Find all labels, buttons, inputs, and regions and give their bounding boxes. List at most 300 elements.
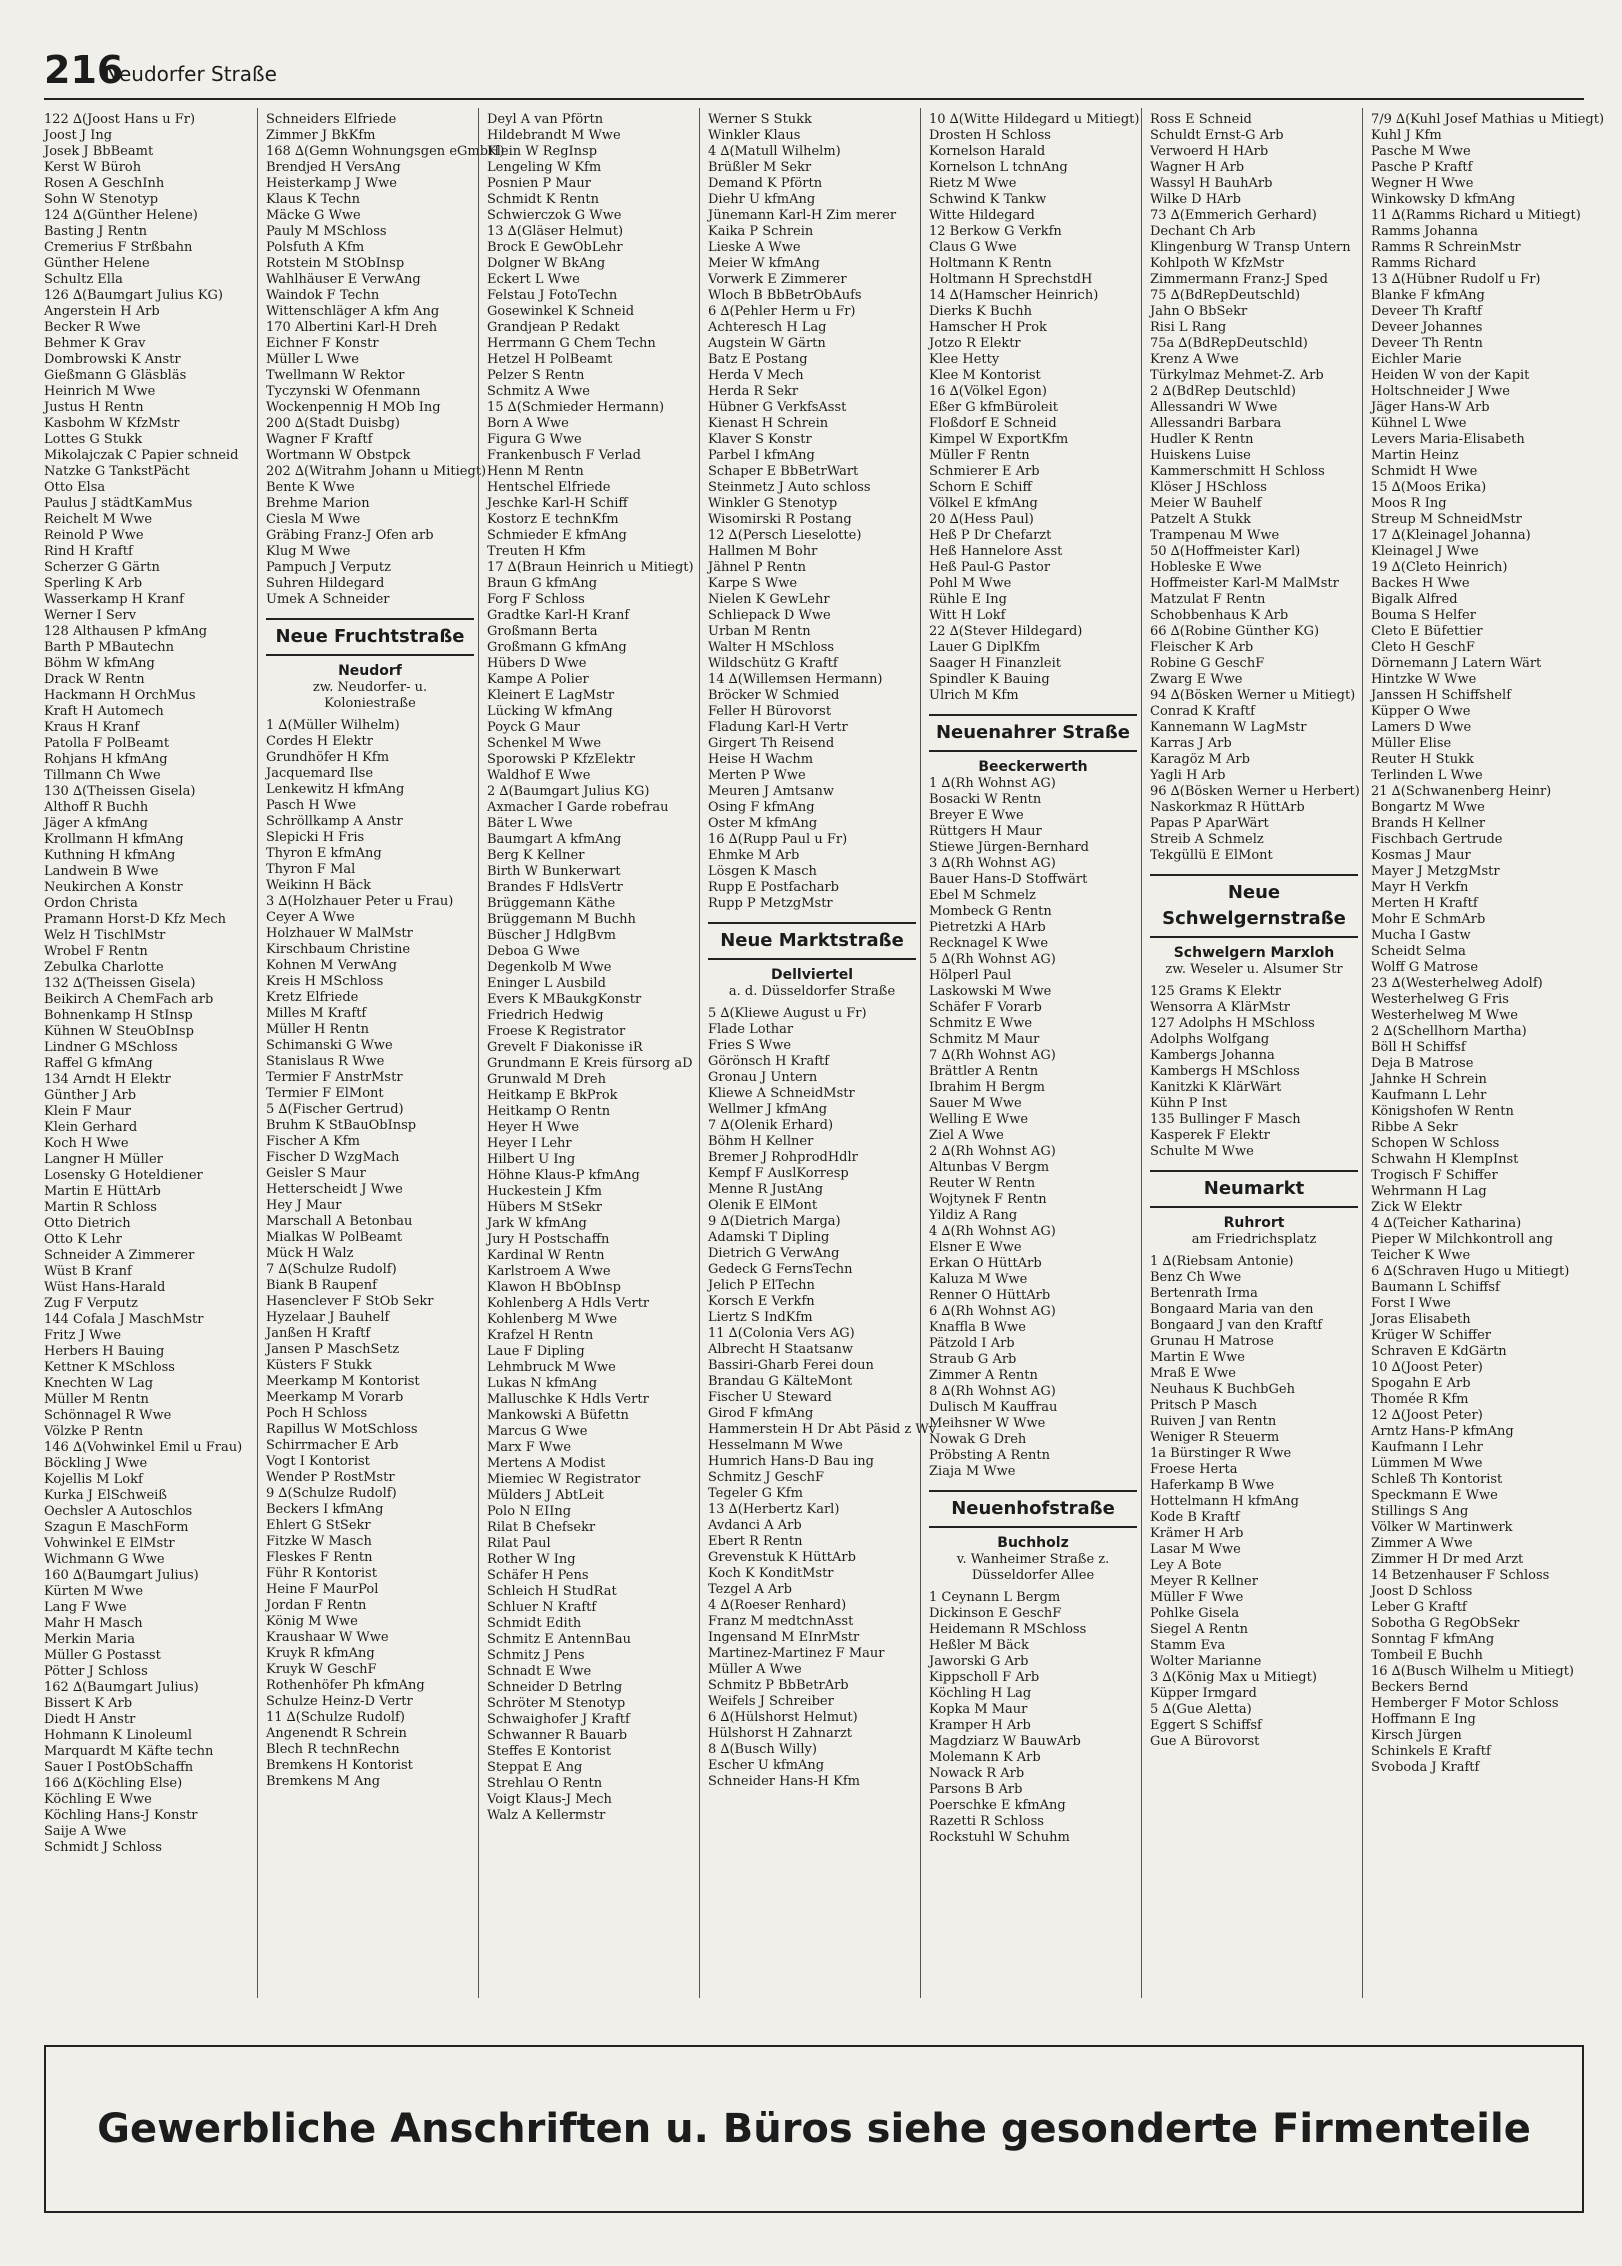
- directory-entry: 160 ∆(Baumgart Julius): [44, 1568, 199, 1583]
- directory-entry: Malluschke K Hdls Vertr: [487, 1392, 649, 1407]
- directory-entry: Janssen H Schiffshelf: [1371, 688, 1512, 703]
- directory-entry: Klaver S Konstr: [708, 432, 812, 447]
- directory-entry: Erkan O HüttArb: [929, 1256, 1042, 1271]
- directory-entry: Hübner G VerkfsAsst: [708, 400, 847, 415]
- directory-entry: 3 ∆(Rh Wohnst AG): [929, 856, 1056, 871]
- directory-entry: Meyer R Kellner: [1150, 1574, 1258, 1589]
- directory-entry: Jordan F Rentn: [266, 1598, 367, 1613]
- street-heading: Neuenhofstraße: [929, 1490, 1137, 1528]
- directory-entry: Allessandri W Wwe: [1150, 400, 1278, 415]
- directory-entry: 13 ∆(Hübner Rudolf u Fr): [1371, 272, 1541, 287]
- directory-entry: Thomée R Kfm: [1371, 1392, 1469, 1407]
- directory-entry: Hübers M StSekr: [487, 1200, 603, 1215]
- running-street-title: Neudorfer Straße: [104, 62, 277, 86]
- directory-entry: Fries S Wwe: [708, 1038, 792, 1053]
- directory-entry: Dulisch M Kauffrau: [929, 1400, 1058, 1415]
- directory-entry: Umek A Schneider: [266, 592, 390, 607]
- directory-entry: Dörnemann J Latern Wärt: [1371, 656, 1542, 671]
- directory-entry: Zick W Elektr: [1371, 1200, 1462, 1215]
- directory-entry: Deboa G Wwe: [487, 944, 580, 959]
- directory-entry: Magdziarz W BauwArb: [929, 1734, 1081, 1749]
- directory-entry: Köchling E Wwe: [44, 1792, 152, 1807]
- directory-entry: Schneider Hans-H Kfm: [708, 1774, 860, 1789]
- street-location-note: a. d. Düsseldorfer Straße: [728, 984, 896, 999]
- directory-entry: Martin Heinz: [1371, 448, 1459, 463]
- directory-entry: Angerstein H Arb: [44, 304, 160, 319]
- directory-entry: 9 ∆(Dietrich Marga): [708, 1214, 841, 1229]
- directory-entry: Hintzke W Wwe: [1371, 672, 1477, 687]
- directory-entry: Martin E Wwe: [1150, 1350, 1245, 1365]
- directory-entry: Strehlau O Rentn: [487, 1776, 603, 1791]
- directory-entry: Schönnagel R Wwe: [44, 1408, 172, 1423]
- street-heading: Neumarkt: [1150, 1170, 1358, 1208]
- directory-entry: Müller F Rentn: [929, 448, 1030, 463]
- directory-entry: 6 ∆(Rh Wohnst AG): [929, 1304, 1056, 1319]
- directory-entry: Waindok F Techn: [266, 288, 380, 303]
- directory-entry: Felstau J FotoTechn: [487, 288, 618, 303]
- directory-entry: Hyzelaar J Bauhelf: [266, 1310, 390, 1325]
- directory-entry: Pasche P Kraftf: [1371, 160, 1473, 175]
- directory-entry: Wolter Marianne: [1150, 1654, 1262, 1669]
- directory-entry: Eichner F Konstr: [266, 336, 379, 351]
- directory-entry: 6 ∆(Hülshorst Helmut): [708, 1710, 858, 1725]
- directory-entry: Fritz J Wwe: [44, 1328, 122, 1343]
- directory-entry: Brüßler M Sekr: [708, 160, 812, 175]
- directory-entry: Pieper W Milchkontroll ang: [1371, 1232, 1553, 1247]
- directory-entry: Herrmann G Chem Techn: [487, 336, 656, 351]
- directory-entry: 135 Bullinger F Masch: [1150, 1112, 1301, 1127]
- directory-entry: Steppat E Ang: [487, 1760, 583, 1775]
- directory-entry: Krämer H Arb: [1150, 1526, 1244, 1541]
- directory-entry: Wasserkamp H Kranf: [44, 592, 184, 607]
- directory-entry: Köchling Hans-J Konstr: [44, 1808, 198, 1823]
- directory-entry: Kruyk W GeschF: [266, 1662, 377, 1677]
- directory-entry: 11 ∆(Colonia Vers AG): [708, 1326, 855, 1341]
- directory-entry: Heise H Wachm: [708, 752, 814, 767]
- directory-entry: Natzke G TankstPächt: [44, 464, 190, 479]
- directory-entry: Marx F Wwe: [487, 1440, 572, 1455]
- directory-entry: Ziaja M Wwe: [929, 1464, 1016, 1479]
- directory-entry: Beckers Bernd: [1371, 1680, 1469, 1695]
- directory-entry: Raffel G kfmAng: [44, 1056, 153, 1071]
- directory-entry: Patolla F PolBeamt: [44, 736, 170, 751]
- directory-entry: Matzulat F Rentn: [1150, 592, 1266, 607]
- directory-entry: Ebert R Rentn: [708, 1534, 803, 1549]
- directory-entry: Thyron E kfmAng: [266, 846, 382, 861]
- directory-entry: Heyer H Wwe: [487, 1120, 580, 1135]
- directory-entry: 15 ∆(Schmieder Hermann): [487, 400, 665, 415]
- directory-entry: 9 ∆(Schulze Rudolf): [266, 1486, 397, 1501]
- directory-entry: Hackmann H OrchMus: [44, 688, 196, 703]
- directory-entry: Kannemann W LagMstr: [1150, 720, 1307, 735]
- directory-entry: Merten H Kraftf: [1371, 896, 1478, 911]
- directory-column: [1141, 108, 1362, 1998]
- directory-entry: Rupp P MetzgMstr: [708, 896, 833, 911]
- directory-entry: Fleischer K Arb: [1150, 640, 1254, 655]
- directory-entry: Dickinson E GeschF: [929, 1606, 1062, 1621]
- directory-entry: Nowak G Dreh: [929, 1432, 1027, 1447]
- directory-entry: Pritsch P Masch: [1150, 1398, 1258, 1413]
- directory-entry: Schulte M Wwe: [1150, 1144, 1254, 1159]
- directory-entry: 5 ∆(Rh Wohnst AG): [929, 952, 1056, 967]
- directory-entry: 14 Betzenhauser F Schloss: [1371, 1568, 1550, 1583]
- directory-entry: Kramper H Arb: [929, 1718, 1031, 1733]
- directory-entry: Kasbohm W KfzMstr: [44, 416, 180, 431]
- directory-entry: Lang F Wwe: [44, 1600, 127, 1615]
- directory-entry: Bassiri-Gharb Ferei doun: [708, 1358, 874, 1373]
- directory-entry: Beckers I kfmAng: [266, 1502, 384, 1517]
- directory-entry: Ribbe A Sekr: [1371, 1120, 1458, 1135]
- directory-entry: Sperling K Arb: [44, 576, 143, 591]
- directory-entry: Grunwald M Dreh: [487, 1072, 606, 1087]
- directory-entry: Zimmer H Dr med Arzt: [1371, 1552, 1524, 1567]
- directory-entry: Mülders J AbtLeit: [487, 1488, 604, 1503]
- directory-entry: Kraus H Kranf: [44, 720, 140, 735]
- directory-entry: Großmann Berta: [487, 624, 598, 639]
- directory-entry: Kreis H MSchloss: [266, 974, 384, 989]
- directory-entry: 94 ∆(Bösken Werner u Mitiegt): [1150, 688, 1356, 703]
- directory-entry: Kienast H Schrein: [708, 416, 829, 431]
- directory-entry: Bremkens H Kontorist: [266, 1758, 413, 1773]
- directory-entry: Kettner K MSchloss: [44, 1360, 175, 1375]
- directory-entry: Saager H Finanzleit: [929, 656, 1061, 671]
- directory-entry: Knaffla B Wwe: [929, 1320, 1026, 1335]
- directory-entry: Bröcker W Schmied: [708, 688, 840, 703]
- directory-entry: Deveer Th Kraftf: [1371, 304, 1482, 319]
- directory-entry: Robine G GeschF: [1150, 656, 1265, 671]
- directory-entry: 4 ∆(Matull Wilhelm): [708, 144, 841, 159]
- directory-entry: Kardinal W Rentn: [487, 1248, 605, 1263]
- directory-entry: Kaufmann L Lehr: [1371, 1088, 1487, 1103]
- directory-column: [1362, 108, 1605, 1998]
- directory-entry: 50 ∆(Hoffmeister Karl): [1150, 544, 1301, 559]
- directory-entry: Hentschel Elfriede: [487, 480, 611, 495]
- directory-entry: Gradtke Karl-H Kranf: [487, 608, 630, 623]
- directory-entry: Heine F MaurPol: [266, 1582, 379, 1597]
- directory-entry: 3 ∆(Holzhauer Peter u Frau): [266, 894, 454, 909]
- directory-entry: 11 ∆(Ramms Richard u Mitiegt): [1371, 208, 1581, 223]
- directory-entry: Böhm W kfmAng: [44, 656, 155, 671]
- directory-entry: Heß Hannelore Asst: [929, 544, 1063, 559]
- directory-entry: Pohlke Gisela: [1150, 1606, 1240, 1621]
- directory-entry: Wildschütz G Kraftf: [708, 656, 838, 671]
- directory-entry: Walter H MSchloss: [708, 640, 835, 655]
- directory-column: [920, 108, 1141, 1998]
- directory-entry: Wisomirski R Postang: [708, 512, 852, 527]
- directory-entry: Wehrmann H Lag: [1371, 1184, 1487, 1199]
- directory-entry: Deja B Matrose: [1371, 1056, 1474, 1071]
- directory-entry: 128 Althausen P kfmAng: [44, 624, 208, 639]
- directory-entry: Pröbsting A Rentn: [929, 1448, 1050, 1463]
- directory-entry: Drack W Rentn: [44, 672, 145, 687]
- directory-entry: Birth W Bunkerwart: [487, 864, 621, 879]
- directory-entry: Brättler A Rentn: [929, 1064, 1039, 1079]
- directory-entry: Mayer J MetzgMstr: [1371, 864, 1500, 879]
- directory-entry: Küpper Irmgard: [1150, 1686, 1257, 1701]
- directory-entry: Schaper E BbBetrWart: [708, 464, 859, 479]
- directory-entry: 144 Cofala J MaschMstr: [44, 1312, 204, 1327]
- directory-entry: 12 Berkow G Verkfn: [929, 224, 1062, 239]
- directory-entry: Dietrich G VerwAng: [708, 1246, 840, 1261]
- directory-entry: Mück H Walz: [266, 1246, 354, 1261]
- directory-entry: Wittenschläger A kfm Ang: [266, 304, 440, 319]
- street-location-note: zw. Neudorfer- u. Koloniestraße: [312, 680, 428, 711]
- directory-entry: Kohlpoth W KfzMstr: [1150, 256, 1284, 271]
- directory-entry: Renner O HüttArb: [929, 1288, 1051, 1303]
- directory-entry: Batz E Postang: [708, 352, 808, 367]
- directory-entry: Merten P Wwe: [708, 768, 806, 783]
- directory-column: [36, 108, 257, 1998]
- directory-entry: Westerhelweg G Fris: [1371, 992, 1509, 1007]
- directory-entry: Herbers H Bauing: [44, 1344, 165, 1359]
- directory-entry: Krafzel H Rentn: [487, 1328, 594, 1343]
- directory-entry: Grevelt F Diakonisse iR: [487, 1040, 643, 1055]
- directory-entry: Weniger R Steuerm: [1150, 1430, 1280, 1445]
- directory-entry: 73 ∆(Emmerich Gerhard): [1150, 208, 1317, 223]
- directory-entry: 75a ∆(BdRepDeutschld): [1150, 336, 1308, 351]
- street-heading: Neue Schwelgernstraße: [1150, 874, 1358, 938]
- directory-entry: 8 ∆(Rh Wohnst AG): [929, 1384, 1056, 1399]
- street-heading: Neue Fruchtstraße: [266, 618, 474, 656]
- directory-entry: Dombrowski K Anstr: [44, 352, 181, 367]
- directory-entry: Marcus G Wwe: [487, 1424, 588, 1439]
- directory-entry: Rohjans H kfmAng: [44, 752, 168, 767]
- directory-entry: Feller H Bürovorst: [708, 704, 832, 719]
- directory-entry: Müller Elise: [1371, 736, 1452, 751]
- directory-entry: Bohnenkamp H StInsp: [44, 1008, 193, 1023]
- directory-entry: Szagun E MaschForm: [44, 1520, 189, 1535]
- directory-entry: Müller H Rentn: [266, 1022, 369, 1037]
- directory-entry: Wegner H Wwe: [1371, 176, 1474, 191]
- directory-entry: Merkin Maria: [44, 1632, 135, 1647]
- directory-entry: Jaworski G Arb: [929, 1654, 1029, 1669]
- directory-entry: Born A Wwe: [487, 416, 569, 431]
- directory-entry: Mahr H Masch: [44, 1616, 143, 1631]
- directory-entry: Bosacki W Rentn: [929, 792, 1042, 807]
- directory-entry: Kammerschmitt H Schloss: [1150, 464, 1325, 479]
- directory-entry: Liertz S IndKfm: [708, 1310, 813, 1325]
- directory-entry: 1 Ceynann L Bergm: [929, 1590, 1061, 1605]
- directory-entry: Kraft H Automech: [44, 704, 164, 719]
- directory-entry: Kerst W Büroh: [44, 160, 142, 175]
- directory-entry: Pauly M MSchloss: [266, 224, 387, 239]
- directory-entry: Hölperl Paul: [929, 968, 1012, 983]
- directory-entry: Bäter L Wwe: [487, 816, 573, 831]
- directory-entry: Zimmer A Wwe: [1371, 1536, 1473, 1551]
- directory-entry: Pohl M Wwe: [929, 576, 1012, 591]
- directory-entry: Figura G Wwe: [487, 432, 582, 447]
- directory-entry: Achteresch H Lag: [708, 320, 827, 335]
- directory-entry: Jäger Hans-W Arb: [1371, 400, 1490, 415]
- directory-entry: Schwierczok G Wwe: [487, 208, 622, 223]
- directory-entry: Rother W Ing: [487, 1552, 576, 1567]
- directory-entry: Elsner E Wwe: [929, 1240, 1022, 1255]
- directory-entry: Wilke D HArb: [1150, 192, 1241, 207]
- directory-entry: Holtmann K Rentn: [929, 256, 1052, 271]
- directory-entry: Kohnen M VerwAng: [266, 958, 397, 973]
- directory-entry: Rilat Paul: [487, 1536, 551, 1551]
- directory-entry: Patzelt A Stukk: [1150, 512, 1251, 527]
- directory-entry: Klaus K Techn: [266, 192, 361, 207]
- directory-entry: 132 ∆(Theissen Gisela): [44, 976, 196, 991]
- directory-entry: Angenendt R Schrein: [266, 1726, 407, 1741]
- directory-entry: Kretz Elfriede: [266, 990, 359, 1005]
- directory-entry: Kohlenberg M Wwe: [487, 1312, 618, 1327]
- directory-entry: Schmitz E Wwe: [929, 1016, 1033, 1031]
- directory-entry: Scherzer G Gärtn: [44, 560, 160, 575]
- directory-entry: 202 ∆(Witrahm Johann u Mitiegt): [266, 464, 487, 479]
- directory-entry: Bongaard J van den Kraftf: [1150, 1318, 1323, 1333]
- directory-entry: 162 ∆(Baumgart Julius): [44, 1680, 199, 1695]
- directory-entry: Levers Maria-Elisabeth: [1371, 432, 1525, 447]
- directory-entry: Posnien P Maur: [487, 176, 591, 191]
- directory-entry: 127 Adolphs H MSchloss: [1150, 1016, 1315, 1031]
- directory-entry: Jury H Postschaffn: [487, 1232, 610, 1247]
- directory-entry: 19 ∆(Cleto Heinrich): [1371, 560, 1508, 575]
- directory-entry: 1 ∆(Müller Wilhelm): [266, 718, 400, 733]
- directory-entry: Diedt H Anstr: [44, 1712, 136, 1727]
- directory-entry: Hildebrandt M Wwe: [487, 128, 621, 143]
- directory-entry: Termier F ElMont: [266, 1086, 384, 1101]
- directory-entry: Bissert K Arb: [44, 1696, 133, 1711]
- directory-entry: 4 ∆(Roeser Renhard): [708, 1598, 847, 1613]
- directory-entry: Großmann G kfmAng: [487, 640, 627, 655]
- directory-entry: Sporowski P KfzElektr: [487, 752, 635, 767]
- directory-entry: 7 ∆(Olenik Erhard): [708, 1118, 834, 1133]
- directory-entry: Pasche M Wwe: [1371, 144, 1471, 159]
- directory-entry: Schultz Ella: [44, 272, 123, 287]
- directory-entry: Martinez-Martinez F Maur: [708, 1646, 885, 1661]
- directory-entry: Wloch B BbBetrObAufs: [708, 288, 862, 303]
- directory-entry: Schäfer H Pens: [487, 1568, 589, 1583]
- directory-entry: Klawon H BbObInsp: [487, 1280, 621, 1295]
- directory-entry: Schleß Th Kontorist: [1371, 1472, 1503, 1487]
- directory-entry: Wrobel F Rentn: [44, 944, 148, 959]
- directory-entry: Behmer K Grav: [44, 336, 146, 351]
- district-subheading: Ruhrort: [1223, 1215, 1285, 1231]
- directory-entry: Grandjean P Redakt: [487, 320, 620, 335]
- directory-entry: Klee Hetty: [929, 352, 1000, 367]
- directory-entry: Heßler M Bäck: [929, 1638, 1029, 1653]
- directory-entry: Ross E Schneid: [1150, 112, 1252, 127]
- directory-entry: Reichelt M Wwe: [44, 512, 153, 527]
- directory-entry: 66 ∆(Robine Günther KG): [1150, 624, 1320, 639]
- directory-entry: Rotstein M StObInsp: [266, 256, 405, 271]
- directory-entry: Kambergs Johanna: [1150, 1048, 1275, 1063]
- directory-entry: Kohlenberg A Hdls Vertr: [487, 1296, 650, 1311]
- directory-entry: 2 ∆(BdRep Deutschld): [1150, 384, 1296, 399]
- directory-entry: Mayr H Verkfn: [1371, 880, 1469, 895]
- directory-entry: Stiewe Jürgen-Bernhard: [929, 840, 1090, 855]
- directory-entry: 126 ∆(Baumgart Julius KG): [44, 288, 223, 303]
- directory-entry: Kühnel L Wwe: [1371, 416, 1467, 431]
- directory-entry: Kirschbaum Christine: [266, 942, 411, 957]
- directory-entry: Lamers D Wwe: [1371, 720, 1472, 735]
- directory-entry: Müller G Postasst: [44, 1648, 161, 1663]
- directory-entry: Heisterkamp J Wwe: [266, 176, 397, 191]
- directory-entry: Kode B Kraftf: [1150, 1510, 1240, 1525]
- directory-entry: Schwaighofer J Kraftf: [487, 1712, 630, 1727]
- directory-entry: Marquardt M Käfte techn: [44, 1744, 214, 1759]
- directory-entry: Koch H Wwe: [44, 1136, 129, 1151]
- directory-entry: Diehr U kfmAng: [708, 192, 816, 207]
- directory-entry: Lieske A Wwe: [708, 240, 801, 255]
- directory-entry: Backes H Wwe: [1371, 576, 1470, 591]
- directory-entry: Meier W Bauhelf: [1150, 496, 1262, 511]
- directory-entry: Neukirchen A Konstr: [44, 880, 183, 895]
- directory-entry: Landwein B Wwe: [44, 864, 159, 879]
- directory-entry: Böckling J Wwe: [44, 1456, 148, 1471]
- directory-entry: 17 ∆(Kleinagel Johanna): [1371, 528, 1531, 543]
- directory-entry: Schneider D Betrlng: [487, 1680, 623, 1695]
- directory-entry: Spogahn E Arb: [1371, 1376, 1471, 1391]
- street-location-note: v. Wanheimer Straße z. Düsseldorfer Allee: [956, 1552, 1110, 1583]
- directory-entry: Wojtynek F Rentn: [929, 1192, 1047, 1207]
- directory-entry: Pasch H Wwe: [266, 798, 357, 813]
- directory-entry: Justus H Rentn: [44, 400, 144, 415]
- directory-entry: Sobotha G RegObSekr: [1371, 1616, 1520, 1631]
- directory-entry: 8 ∆(Busch Willy): [708, 1742, 817, 1757]
- directory-entry: Langner H Müller: [44, 1152, 163, 1167]
- directory-entry: Henn M Rentn: [487, 464, 584, 479]
- district-subheading: Dellviertel: [770, 967, 854, 983]
- directory-entry: Lümmen M Wwe: [1371, 1456, 1483, 1471]
- directory-entry: Urban M Rentn: [708, 624, 811, 639]
- directory-entry: Schnadt E Wwe: [487, 1664, 592, 1679]
- directory-entry: Eßer G kfmBüroleit: [929, 400, 1058, 415]
- directory-entry: 5 ∆(Kliewe August u Fr): [708, 1006, 867, 1021]
- directory-entry: 2 ∆(Rh Wohnst AG): [929, 1144, 1056, 1159]
- directory-entry: Straub G Arb: [929, 1352, 1017, 1367]
- street-heading: Neuenahrer Straße: [929, 714, 1137, 752]
- directory-entry: Deveer Th Rentn: [1371, 336, 1483, 351]
- directory-entry: Schorn E Schiff: [929, 480, 1032, 495]
- directory-entry: Blech R technRechn: [266, 1742, 400, 1757]
- directory-entry: Kühnen W SteuObInsp: [44, 1024, 194, 1039]
- directory-entry: 1 ∆(Rh Wohnst AG): [929, 776, 1056, 791]
- directory-entry: Ceyer A Wwe: [266, 910, 355, 925]
- directory-entry: Jahn O BbSekr: [1150, 304, 1248, 319]
- directory-entry: Fleskes F Rentn: [266, 1550, 373, 1565]
- directory-entry: 75 ∆(BdRepDeutschld): [1150, 288, 1301, 303]
- directory-entry: Ramms Johanna: [1371, 224, 1478, 239]
- directory-entry: Schneider A Zimmerer: [44, 1248, 195, 1263]
- directory-entry: Brandes F HdlsVertr: [487, 880, 623, 895]
- directory-entry: Martin E HüttArb: [44, 1184, 161, 1199]
- directory-entry: Marschall A Betonbau: [266, 1214, 413, 1229]
- directory-entry: Gräbing Franz-J Ofen arb: [266, 528, 434, 543]
- directory-entry: Cleto H GeschF: [1371, 640, 1475, 655]
- directory-entry: Reuter H Stukk: [1371, 752, 1474, 767]
- directory-entry: Völker W Martinwerk: [1371, 1520, 1513, 1535]
- directory-entry: Welling E Wwe: [929, 1112, 1029, 1127]
- directory-entry: Paulus J städtKamMus: [44, 496, 193, 511]
- directory-entry: Fladung Karl-H Vertr: [708, 720, 848, 735]
- directory-entry: 130 ∆(Theissen Gisela): [44, 784, 196, 799]
- directory-entry: Baumann L Schiffsf: [1371, 1280, 1500, 1295]
- directory-entry: Schirrmacher E Arb: [266, 1438, 399, 1453]
- directory-entry: Sohn W Stenotyp: [44, 192, 159, 207]
- directory-entry: Lottes G Stukk: [44, 432, 143, 447]
- directory-entry: 4 ∆(Teicher Katharina): [1371, 1216, 1522, 1231]
- directory-entry: Ebel M Schmelz: [929, 888, 1036, 903]
- directory-entry: Stanislaus R Wwe: [266, 1054, 385, 1069]
- directory-entry: 11 ∆(Schulze Rudolf): [266, 1710, 405, 1725]
- directory-entry: Kampe A Polier: [487, 672, 589, 687]
- directory-entry: Pelzer S Rentn: [487, 368, 585, 383]
- directory-entry: 168 ∆(Gemn Wohnungsgen eGmbH): [266, 144, 505, 159]
- directory-entry: Klein W RegInsp: [487, 144, 598, 159]
